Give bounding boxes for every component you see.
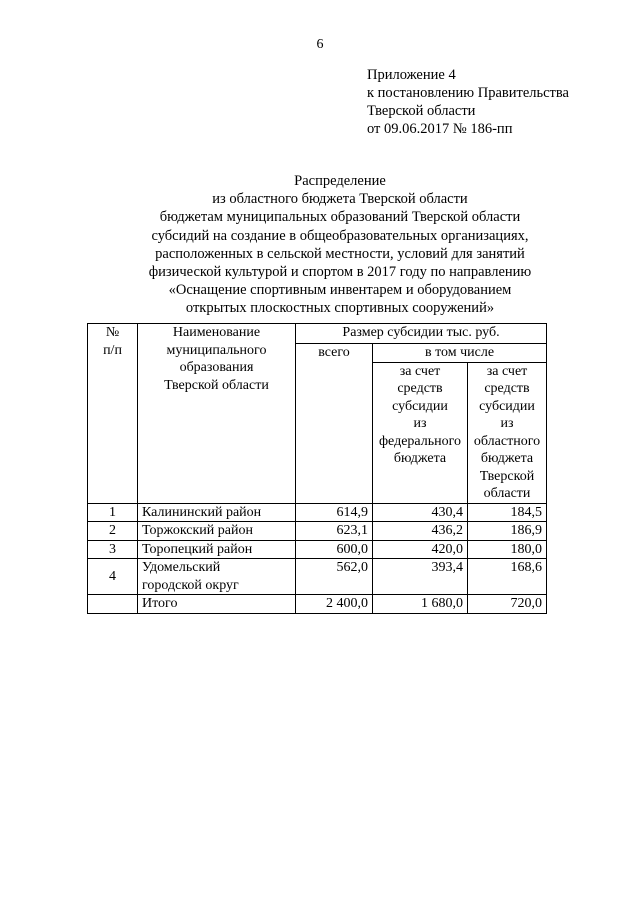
header-regional: за счет средств субсидии из областного бюджета Тверской области (468, 362, 547, 503)
total-sum: 2 400,0 (296, 595, 373, 614)
row-total: 562,0 (296, 559, 373, 595)
row-number: 1 (88, 503, 138, 522)
row-name: Торжокский район (138, 522, 296, 541)
title-line: расположенных в сельской местности, условий для занятий (155, 245, 525, 262)
row-total: 614,9 (296, 503, 373, 522)
header-number: № п/п (88, 324, 138, 504)
row-number: 4 (88, 559, 138, 595)
title-line: открытых плоскостных спортивных сооружений» (185, 300, 495, 317)
header-federal: за счет средств субсидии из федерального бюджета (373, 362, 468, 503)
table-row (88, 522, 547, 541)
subsidy-table (87, 323, 547, 614)
row-name: Удомельский городской округ (138, 559, 296, 595)
total-regional: 720,0 (468, 595, 547, 614)
appendix-line: Тверской области (367, 103, 476, 119)
table-row (88, 540, 547, 559)
appendix-block (367, 66, 569, 138)
title-line: бюджетам муниципальных образований Тверской области (159, 209, 521, 226)
title-line: субсидий на создание в общеобразовательных организациях, (151, 227, 529, 244)
title-line: из областного бюджета Тверской области (212, 191, 468, 208)
title-line: «Оснащение спортивным инвентарем и оборудованием (168, 282, 512, 299)
total-label: Итого (138, 595, 296, 614)
row-regional: 180,0 (468, 540, 547, 559)
total-federal: 1 680,0 (373, 595, 468, 614)
row-number: 2 (88, 522, 138, 541)
row-total: 600,0 (296, 540, 373, 559)
row-federal: 393,4 (373, 559, 468, 595)
row-total: 623,1 (296, 522, 373, 541)
table-row (88, 559, 547, 595)
appendix-line: к постановлению Правительства (367, 85, 569, 101)
title-line: физической культурой и спортом в 2017 году по направлению (148, 264, 532, 281)
total-number (88, 595, 138, 614)
row-federal: 420,0 (373, 540, 468, 559)
row-number: 3 (88, 540, 138, 559)
header-total: всего (296, 344, 373, 504)
total-row (88, 595, 547, 614)
title-line: Распределение (294, 173, 386, 189)
header-name: Наименование муниципального образования Тверской области (138, 324, 296, 504)
appendix-line: от 09.06.2017 № 186-пп (367, 121, 513, 137)
row-regional: 184,5 (468, 503, 547, 522)
row-federal: 436,2 (373, 522, 468, 541)
row-regional: 186,9 (468, 522, 547, 541)
header-subsidy: Размер субсидии тыс. руб. (296, 324, 547, 344)
row-name: Калининский район (138, 503, 296, 522)
table-row (88, 503, 547, 522)
row-name: Торопецкий район (138, 540, 296, 559)
header-including: в том числе (373, 344, 547, 363)
row-regional: 168,6 (468, 559, 547, 595)
document-title (80, 172, 600, 318)
page-number: 6 (316, 37, 324, 52)
appendix-line: Приложение 4 (367, 67, 456, 83)
row-federal: 430,4 (373, 503, 468, 522)
